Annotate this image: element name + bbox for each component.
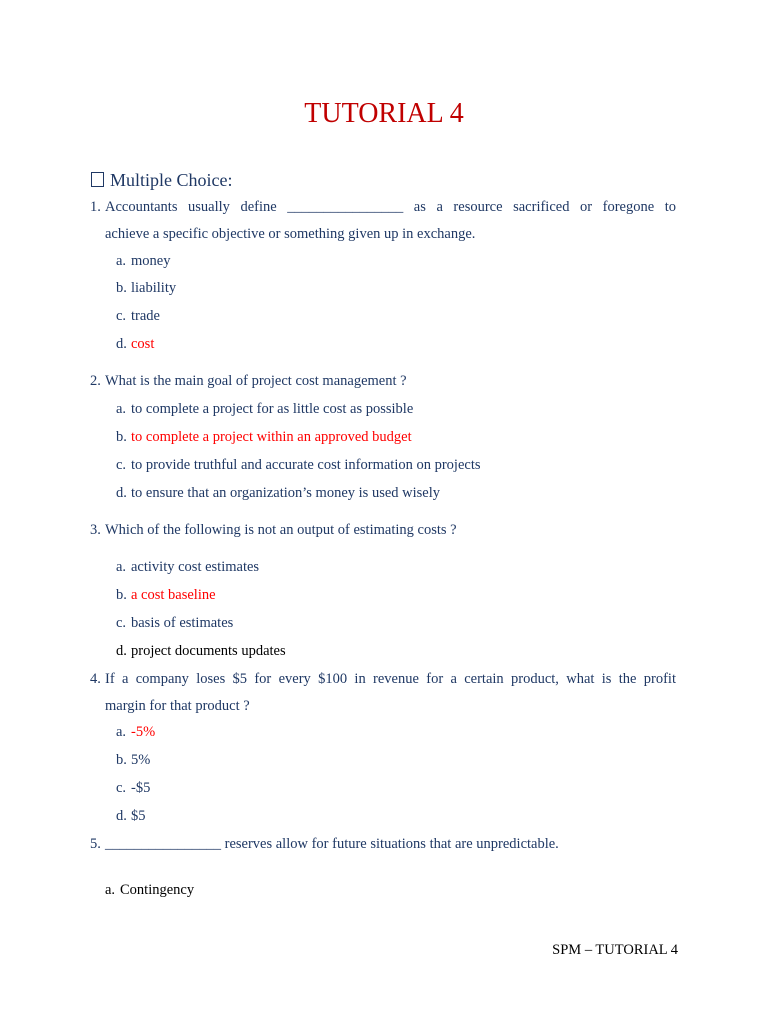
question-1 — [90, 197, 676, 217]
question-4-continuation: margin for that product ? — [105, 698, 250, 714]
option-3b-answer: b. a cost baseline — [116, 587, 216, 603]
option-3c: c. basis of estimates — [116, 615, 234, 631]
section-label: Multiple Choice: — [110, 170, 233, 190]
question-1-continuation: achieve a specific objective or something given up in exchange. — [105, 226, 476, 242]
option-5a: a. Contingency — [105, 882, 195, 898]
question-4: 4. If a company loses $5 for every $100 in revenue for a certain product, what is the profit — [90, 671, 676, 687]
checkbox-icon — [91, 172, 104, 187]
option-2d: d. to ensure that an organization’s money is used wisely — [116, 485, 441, 501]
question-number: 1. — [90, 199, 101, 215]
option-1c: c. trade — [116, 308, 160, 324]
question-5: 5. ________________ reserves allow for future situations that are unpredictable. — [90, 836, 559, 852]
option-4d: d. $5 — [116, 808, 146, 824]
option-2c: c. to provide truthful and accurate cost information on projects — [116, 457, 481, 473]
section-heading — [91, 168, 232, 192]
question-3: 3. Which of the following is not an output of estimating costs ? — [90, 522, 457, 538]
option-3d: d. project documents updates — [116, 643, 286, 659]
option-4c: c. -$5 — [116, 780, 151, 796]
option-4b: b. 5% — [116, 752, 151, 768]
question-text: Accountants usually define ________________ as a resource sacrificed or foregone to — [105, 199, 676, 215]
option-2a: a. to complete a project for as little cost as possible — [116, 401, 414, 417]
option-1b: b. liability — [116, 280, 177, 296]
question-2: 2. What is the main goal of project cost management ? — [90, 373, 407, 389]
page-title: TUTORIAL 4 — [304, 98, 464, 129]
option-3a: a. activity cost estimates — [116, 559, 260, 575]
option-4a-answer: a. -5% — [116, 724, 156, 740]
page-footer: SPM – TUTORIAL 4 — [552, 942, 678, 958]
option-2b-answer: b. to complete a project within an approved budget — [116, 429, 412, 445]
option-1a: a. money — [116, 253, 171, 269]
option-1d-answer: d. cost — [116, 336, 155, 352]
